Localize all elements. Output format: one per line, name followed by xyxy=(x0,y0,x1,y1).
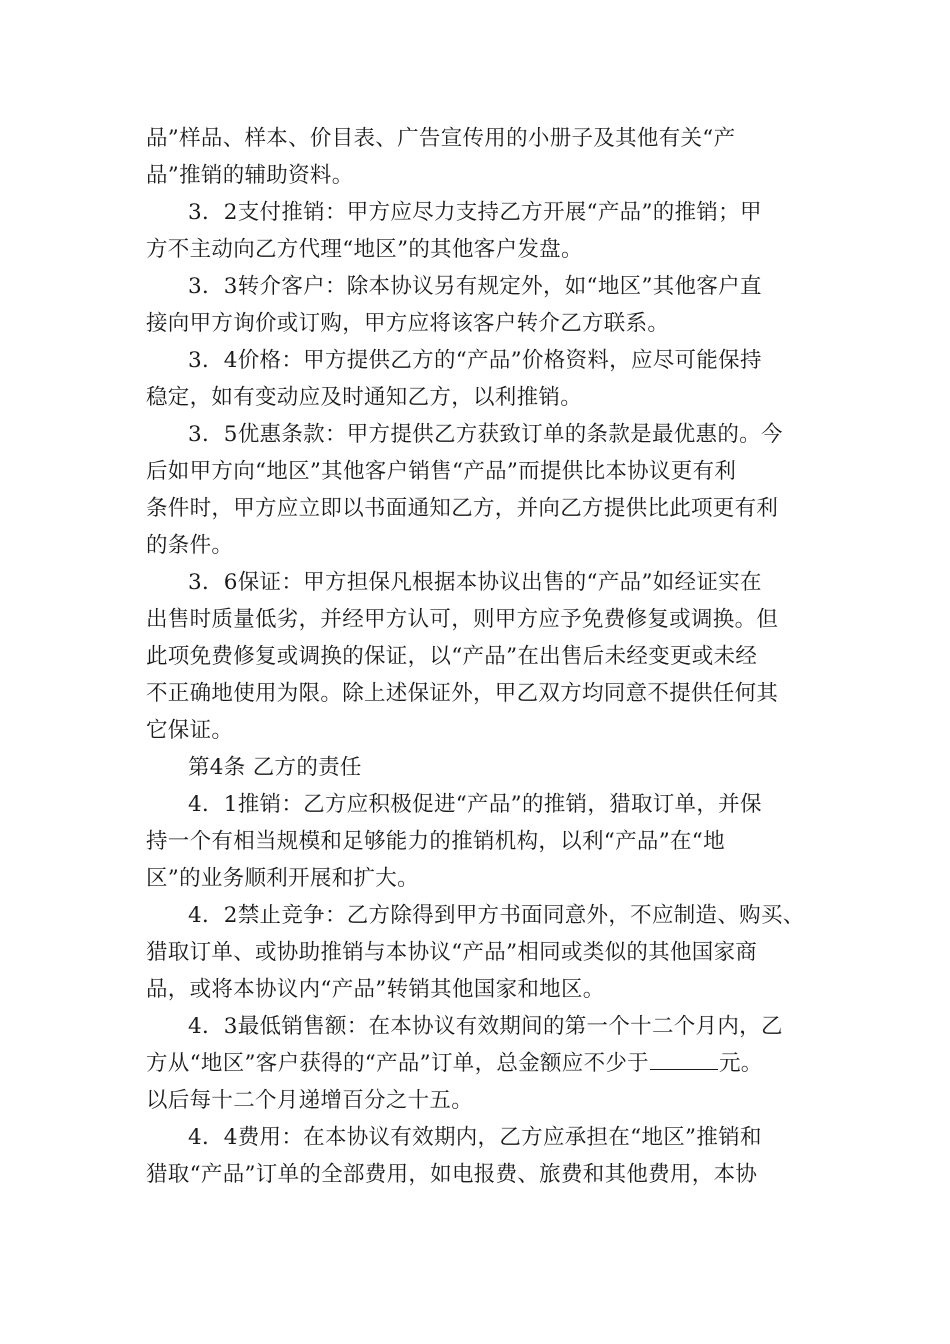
clause-3-2: 3．2支付推销：甲方应尽力支持乙方开展“产品”的推销；甲 xyxy=(188,200,762,225)
text-line: 区”的业务顺利开展和扩大。 xyxy=(146,866,419,891)
clause-4-3: 4．3最低销售额：在本协议有效期间的第一个十二个月内，乙 xyxy=(188,1014,783,1039)
text-line: 方不主动向乙方代理“地区”的其他客户发盘。 xyxy=(146,237,583,262)
clause-3-5: 3．5优惠条款：甲方提供乙方获致订单的条款是最优惠的。今 xyxy=(188,422,783,447)
text-line: 不正确地使用为限。除上述保证外，甲乙双方均同意不提供任何其 xyxy=(146,681,779,706)
text-line: 品，或将本协议内“产品”转销其他国家和地区。 xyxy=(146,977,605,1002)
clause-3-3: 3．3转介客户：除本协议另有规定外，如“地区”其他客户直 xyxy=(188,274,762,299)
text-segment: 元。 xyxy=(718,1051,763,1076)
text-line: 稳定，如有变动应及时通知乙方，以利推销。 xyxy=(146,385,583,410)
text-line: 猎取订单、或协助推销与本协议“产品”相同或类似的其他国家商 xyxy=(146,940,758,965)
text-line xyxy=(146,1044,763,1084)
clause-4-1: 4．1推销：乙方应积极促进“产品”的推销，猎取订单，并保 xyxy=(188,792,762,817)
amount-blank xyxy=(650,1047,718,1070)
article-4-heading: 第4条 乙方的责任 xyxy=(188,755,362,780)
text-line: 此项免费修复或调换的保证，以“产品”在出售后未经变更或未经 xyxy=(146,644,758,669)
text-line: 接向甲方询价或订购，甲方应将该客户转介乙方联系。 xyxy=(146,311,670,336)
text-line: 它保证。 xyxy=(146,718,234,743)
text-segment: 方从“地区”客户获得的“产品”订单，总金额应不少于 xyxy=(146,1051,649,1076)
clause-4-4: 4．4费用：在本协议有效期内，乙方应承担在“地区”推销和 xyxy=(188,1125,762,1150)
text-line: 出售时质量低劣，并经甲方认可，则甲方应予免费修复或调换。但 xyxy=(146,607,779,632)
text-line: 条件时，甲方应立即以书面通知乙方，并向乙方提供比此项更有利 xyxy=(146,496,779,521)
text-line: 以后每十二个月递增百分之十五。 xyxy=(146,1088,474,1113)
clause-4-2: 4．2禁止竞争：乙方除得到甲方书面同意外，不应制造、购买、 xyxy=(188,903,805,928)
clause-3-6: 3．6保证：甲方担保凡根据本协议出售的“产品”如经证实在 xyxy=(188,570,762,595)
text-line: 后如甲方向“地区”其他客户销售“产品”而提供比本协议更有利 xyxy=(146,459,737,484)
text-line: 持一个有相当规模和足够能力的推销机构，以利“产品”在“地 xyxy=(146,829,725,854)
text-line: 的条件。 xyxy=(146,533,234,558)
text-line: 猎取“产品”订单的全部费用，如电报费、旅费和其他费用，本协 xyxy=(146,1162,758,1187)
text-line: 品”样品、样本、价目表、广告宣传用的小册子及其他有关“产 xyxy=(146,126,736,151)
clause-3-4: 3．4价格：甲方提供乙方的“产品”价格资料，应尽可能保持 xyxy=(188,348,762,373)
text-line: 品”推销的辅助资料。 xyxy=(146,163,354,188)
